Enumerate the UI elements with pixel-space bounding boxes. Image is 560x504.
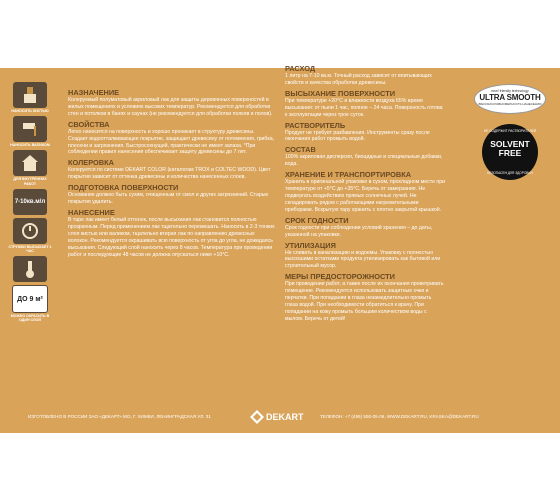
badge-column xyxy=(470,84,550,180)
section-heading: КОЛЕРОВКА xyxy=(68,158,114,168)
badge-top-text: new! friendly technology xyxy=(491,89,529,93)
icon-caption: ДЛЯ ВНУТРЕННИХ РАБОТ xyxy=(13,177,47,186)
section-heading: МЕРЫ ПРЕДОСТОРОЖНОСТИ xyxy=(285,272,395,282)
badge-ring-text: НЕ СОДЕРЖИТ РАСТВОРИТЕЛЕЙ xyxy=(483,129,536,133)
temperature-icon xyxy=(13,256,47,282)
section-heading: ХРАНЕНИЕ И ТРАНСПОРТИРОВКА xyxy=(285,170,412,180)
section-text: Колеруется по системе DEKART COLOR (каталогам TROX и COLTEC WOOD). Цвет покрытия зависит от оттенка древесины и количества нанесенных слоев. xyxy=(68,167,271,181)
section-heading: СВОЙСТВА xyxy=(68,119,110,129)
section-text: Хранить в оригинальной упаковке в сухом, прохладном месте при температуре от +5°С до +35°С. Беречь от замерзания. Не подвергать воздействию прямых солнечных лучей. Не складировать рядом с работающими нагревательными приборами. Вскрытую тару хранить с плотно закрытой крышкой. xyxy=(285,179,445,213)
icon-block-drying xyxy=(8,218,52,253)
icon-caption: МОЖНО ОКРАСИТЬ В ОДИН СЛОЙ xyxy=(10,314,50,323)
area-value: ДО 9 м² xyxy=(17,295,43,303)
ultra-smooth-badge xyxy=(474,84,546,114)
section-text: Не сливать в канализацию и водоемы. Упаковку с полностью высохшими остатками продукта утилизировать как бытовой или строительный мусор. xyxy=(285,249,441,270)
section-heading: РАСХОД xyxy=(285,64,316,73)
icon-block-temperature xyxy=(8,256,52,282)
icon-block-roller xyxy=(8,116,52,147)
badge-sub-text: ВЫСОКАЯ РАВНОМЕРНОСТЬ НАНЕСЕНИЯ xyxy=(478,102,542,106)
section-text: Продукт не требует разбавления. Инструменты сразу после окончания работ промыть водой. xyxy=(285,129,430,143)
section-text: Основание должно быть сухим, очищенным от смол и других загрязнений. Старые покрытия удалить. xyxy=(68,192,269,206)
icon-block-coverage xyxy=(8,189,52,215)
text-column-left xyxy=(68,86,275,258)
section-text: 1 литр на 7-10 кв.м. Точный расход зависит от впитывающих свойств и качества обработки древесины. xyxy=(285,73,432,86)
section-text: При проведении работ, а также после их окончания проветривать помещение. Рекомендуется использовать защитные очки и перчатки. При попадании в глаза незамедлительно промыть глаза водой. При необходимости обратиться к врачу. При попадании на кожу промыть большим количеством воды с мылом. Беречь от детей! xyxy=(285,281,444,322)
layer-icon xyxy=(12,285,48,313)
icon-column xyxy=(8,82,52,326)
badge-ring-text-bottom: БЕЗОПАСЕН ДЛЯ ЗДОРОВЬЯ xyxy=(487,171,533,175)
footer-contacts: ТЕЛЕФОН: +7 (495) 550-05-06, WWW.DEKART.RU, KRASKA@DEKART.RU xyxy=(320,414,479,419)
dekart-logo-icon xyxy=(250,410,264,424)
indoor-icon xyxy=(13,150,47,176)
section-text: Срок годности при соблюдении условий хранения – до даты, указанной на упаковке. xyxy=(285,224,433,238)
icon-block-indoor xyxy=(8,150,52,185)
footer xyxy=(28,410,538,424)
coverage-icon xyxy=(13,189,47,215)
badge-main-text: SOLVENT FREE xyxy=(490,139,530,158)
brand-name: DEKART xyxy=(266,412,304,422)
icon-caption: НАНОСИТЬ ВАЛИКОМ xyxy=(10,143,50,148)
solvent-free-badge xyxy=(482,124,538,180)
icon-block-brush xyxy=(8,82,52,113)
drying-icon xyxy=(13,218,47,244)
brush-icon xyxy=(13,82,47,108)
section-heading: СРОК ГОДНОСТИ xyxy=(285,215,349,225)
roller-icon xyxy=(13,116,47,142)
section-heading: УТИЛИЗАЦИЯ xyxy=(285,240,336,250)
icon-caption: СТРУЖКИ ВЫСЫХАЕТ 1 ЧАС xyxy=(8,244,52,254)
section-text: При температуре +20°С и влажности воздуха 65% время высыхания: от пыли 1 час, полное – 24 часа. Поверхность готова к эксплуатации через трое суток. xyxy=(285,97,443,118)
icon-block-layer xyxy=(8,285,52,322)
section-heading: НАНЕСЕНИЕ xyxy=(68,207,115,217)
section-heading: РАСТВОРИТЕЛЬ xyxy=(285,120,346,130)
section-text: Колеруемый полуматовый акриловый лак для защиты деревянных поверхностей в жилых помещениях и условиях высоких температур. Рекомендуется для обработки стен и потолков в банях и саунах (не рекомендуется для обработки полков и полов). xyxy=(68,97,273,117)
coverage-value: 7-10кв.м/л xyxy=(14,198,46,205)
section-heading: СОСТАВ xyxy=(285,145,316,155)
text-column-right xyxy=(285,62,445,323)
section-text: В таре лак имеет белый оттенок, после высыхания лак становится полностью прозрачным. Перед применением лак тщательно перемешать. Наносить в 2-3 тонких слоя кистью или валиком, тщательно втирая лак по направлению древесных волокон. Рекомендуется окрашивать всю поверхность от угла до угла, не дожидаясь высыхания. Следующий слой наносить через 8 часов. Температура при проведении работ и последующие 48 часов не должна опускаться ниже +10°С. xyxy=(68,216,275,258)
section-text: Легко наносится на поверхность и хорошо проникает в структуру древесины. Создает водоотталкивающее покрытие, защищает древесину от потемнения, грибка, плесени и загрязнения. Быстросохнущий, практически не имеет запаха. *При соблюдении правил нанесения обеспечивает защиту древесины до 7 лет. xyxy=(68,128,275,156)
section-heading: ПОДГОТОВКА ПОВЕРХНОСТИ xyxy=(68,183,179,193)
section-heading: НАЗНАЧЕНИЕ xyxy=(68,88,120,97)
section-text: 100% акриловая дисперсия, биоцидные и специальные добавки, вода. xyxy=(285,154,443,168)
footer-manufacturer: ИЗГОТОВЛЕНО В РОССИИ ЗАО «ДЕКАРТ» МО, Г. ХИМКИ, ЛЕНИНГРАДСКАЯ УЛ. 31 xyxy=(28,414,211,419)
section-heading: ВЫСЫХАНИЕ ПОВЕРХНОСТИ xyxy=(285,88,396,98)
icon-caption: НАНОСИТЬ КИСТЬЮ xyxy=(11,109,49,113)
badge-main-text: ULTRA SMOOTH xyxy=(479,93,541,102)
